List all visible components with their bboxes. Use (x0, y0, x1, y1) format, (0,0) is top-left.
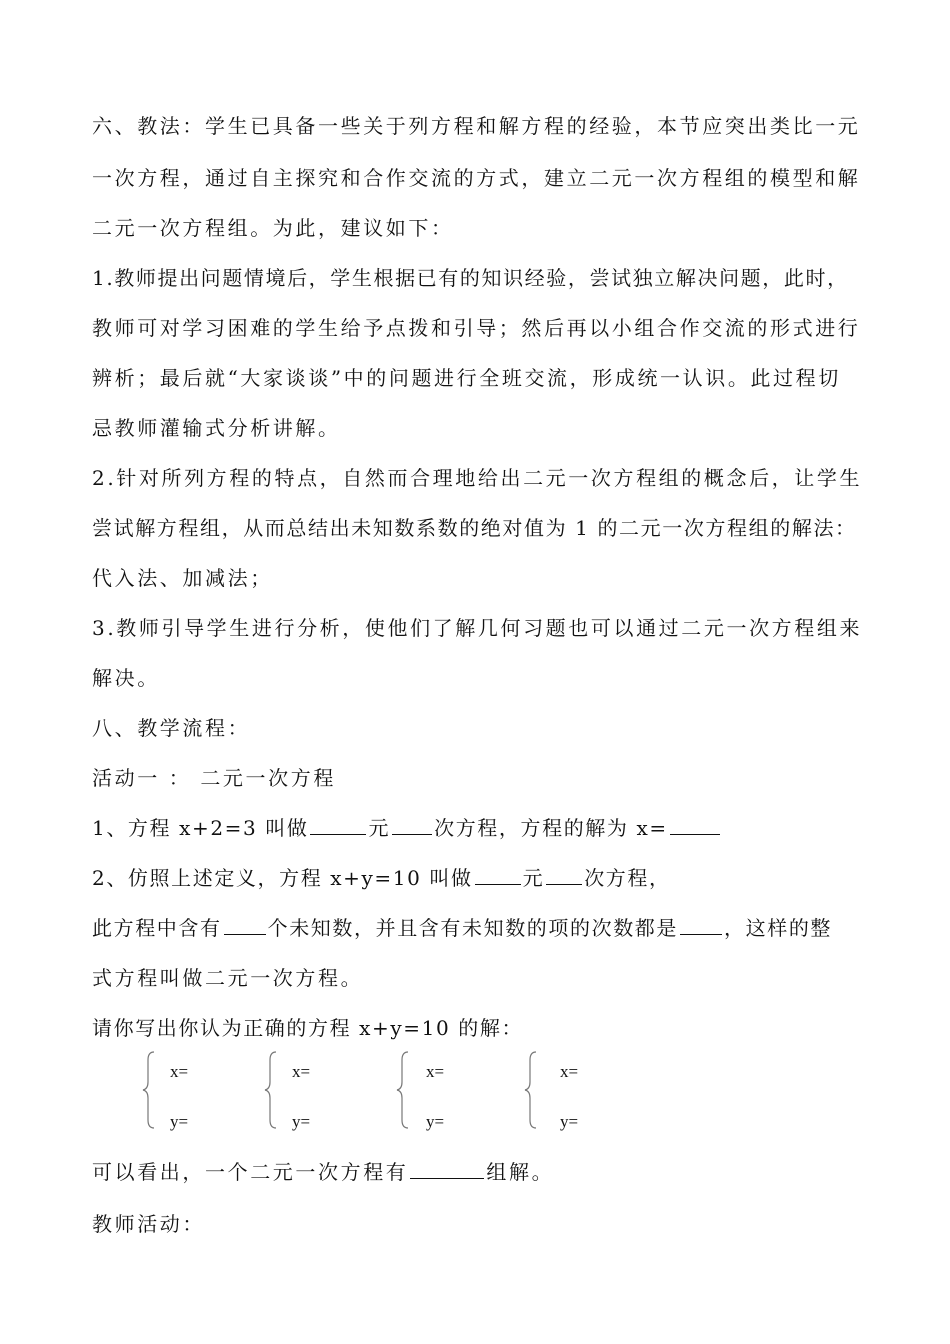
question-2 (92, 866, 671, 890)
x-value-field[interactable]: x= (560, 1062, 579, 1081)
question-2-text-b: 元 (522, 866, 545, 890)
answer-blank[interactable] (670, 816, 720, 835)
left-brace-icon (262, 1050, 282, 1130)
answer-blank[interactable] (410, 1160, 484, 1179)
question-1-text-c: 次方程，方程的解为 x= (434, 816, 668, 840)
suggestion-3-line1: 3.教师引导学生进行分析，使他们了解几何习题也可以通过二元一次方程组来 (92, 616, 863, 640)
y-value-field[interactable]: y= (292, 1112, 311, 1131)
equation-system-2 (262, 1050, 372, 1130)
question-3-line1 (92, 916, 832, 940)
y-value-field[interactable]: y= (426, 1112, 445, 1131)
suggestion-1-line2: 教师可对学习困难的学生给予点拨和引导；然后再以小组合作交流的形式进行 (92, 316, 861, 340)
x-value-field[interactable]: x= (426, 1062, 445, 1081)
suggestion-2-line1: 2.针对所列方程的特点，自然而合理地给出二元一次方程组的概念后，让学生 (92, 466, 863, 490)
suggestion-1-line3: 辨析；最后就“大家谈谈”中的问题进行全班交流，形成统一认识。此过程切 (92, 366, 841, 390)
question-1 (92, 816, 722, 840)
section-heading-teaching-process: 八、教学流程： (92, 716, 251, 740)
question-3-text-a: 此方程中含有 (92, 916, 222, 940)
answer-blank[interactable] (224, 916, 266, 935)
paragraph-teaching-method-line1: 六、教法：学生已具备一些关于列方程和解方程的经验，本节应突出类比一元 (92, 114, 861, 138)
suggestion-1-line1: 1.教师提出问题情境后，学生根据已有的知识经验，尝试独立解决问题，此时， (92, 266, 849, 290)
conclusion-text-b: 组解。 (486, 1160, 555, 1184)
y-value-field[interactable]: y= (170, 1112, 189, 1131)
suggestion-2-line2: 尝试解方程组，从而总结出未知数系数的绝对值为 1 的二元一次方程组的解法： (92, 516, 857, 540)
equation-system-4 (522, 1050, 632, 1130)
question-1-text-b: 元 (368, 816, 391, 840)
teacher-activity-heading: 教师活动： (92, 1212, 205, 1236)
conclusion (92, 1160, 554, 1184)
question-3-text-b: 个未知数，并且含有未知数的项的次数都是 (267, 916, 679, 940)
question-2-text-c: 次方程， (584, 866, 671, 890)
answer-blank[interactable] (475, 866, 521, 885)
answer-blank[interactable] (310, 816, 366, 835)
activity-one-heading: 活动一 ： 二元一次方程 (92, 766, 336, 790)
equation-system-1 (140, 1050, 250, 1130)
suggestion-3-line2: 解决。 (92, 666, 160, 690)
paragraph-teaching-method-line2: 一次方程，通过自主探究和合作交流的方式，建立二元一次方程组的模型和解 (92, 166, 861, 190)
equation-system-3 (394, 1050, 504, 1130)
question-3-text-c: ，这样的整 (724, 916, 833, 940)
x-value-field[interactable]: x= (170, 1062, 189, 1081)
answer-blank[interactable] (392, 816, 432, 835)
conclusion-text-a: 可以看出，一个二元一次方程有 (92, 1160, 409, 1184)
answer-blank[interactable] (680, 916, 722, 935)
question-2-text-a: 2、仿照上述定义，方程 x+y=10 叫做 (92, 866, 473, 890)
suggestion-2-line3: 代入法、加减法； (92, 566, 273, 590)
answer-blank[interactable] (546, 866, 582, 885)
solutions-prompt: 请你写出你认为正确的方程 x+y=10 的解： (92, 1016, 524, 1040)
paragraph-teaching-method-line3: 二元一次方程组。为此，建议如下： (92, 216, 454, 240)
suggestion-1-line4: 忌教师灌输式分析讲解。 (92, 416, 341, 440)
left-brace-icon (140, 1050, 160, 1130)
x-value-field[interactable]: x= (292, 1062, 311, 1081)
question-1-text-a: 1、方程 x+2=3 叫做 (92, 816, 309, 840)
question-3-line2: 式方程叫做二元一次方程。 (92, 966, 364, 990)
left-brace-icon (394, 1050, 414, 1130)
y-value-field[interactable]: y= (560, 1112, 579, 1131)
left-brace-icon (522, 1050, 542, 1130)
